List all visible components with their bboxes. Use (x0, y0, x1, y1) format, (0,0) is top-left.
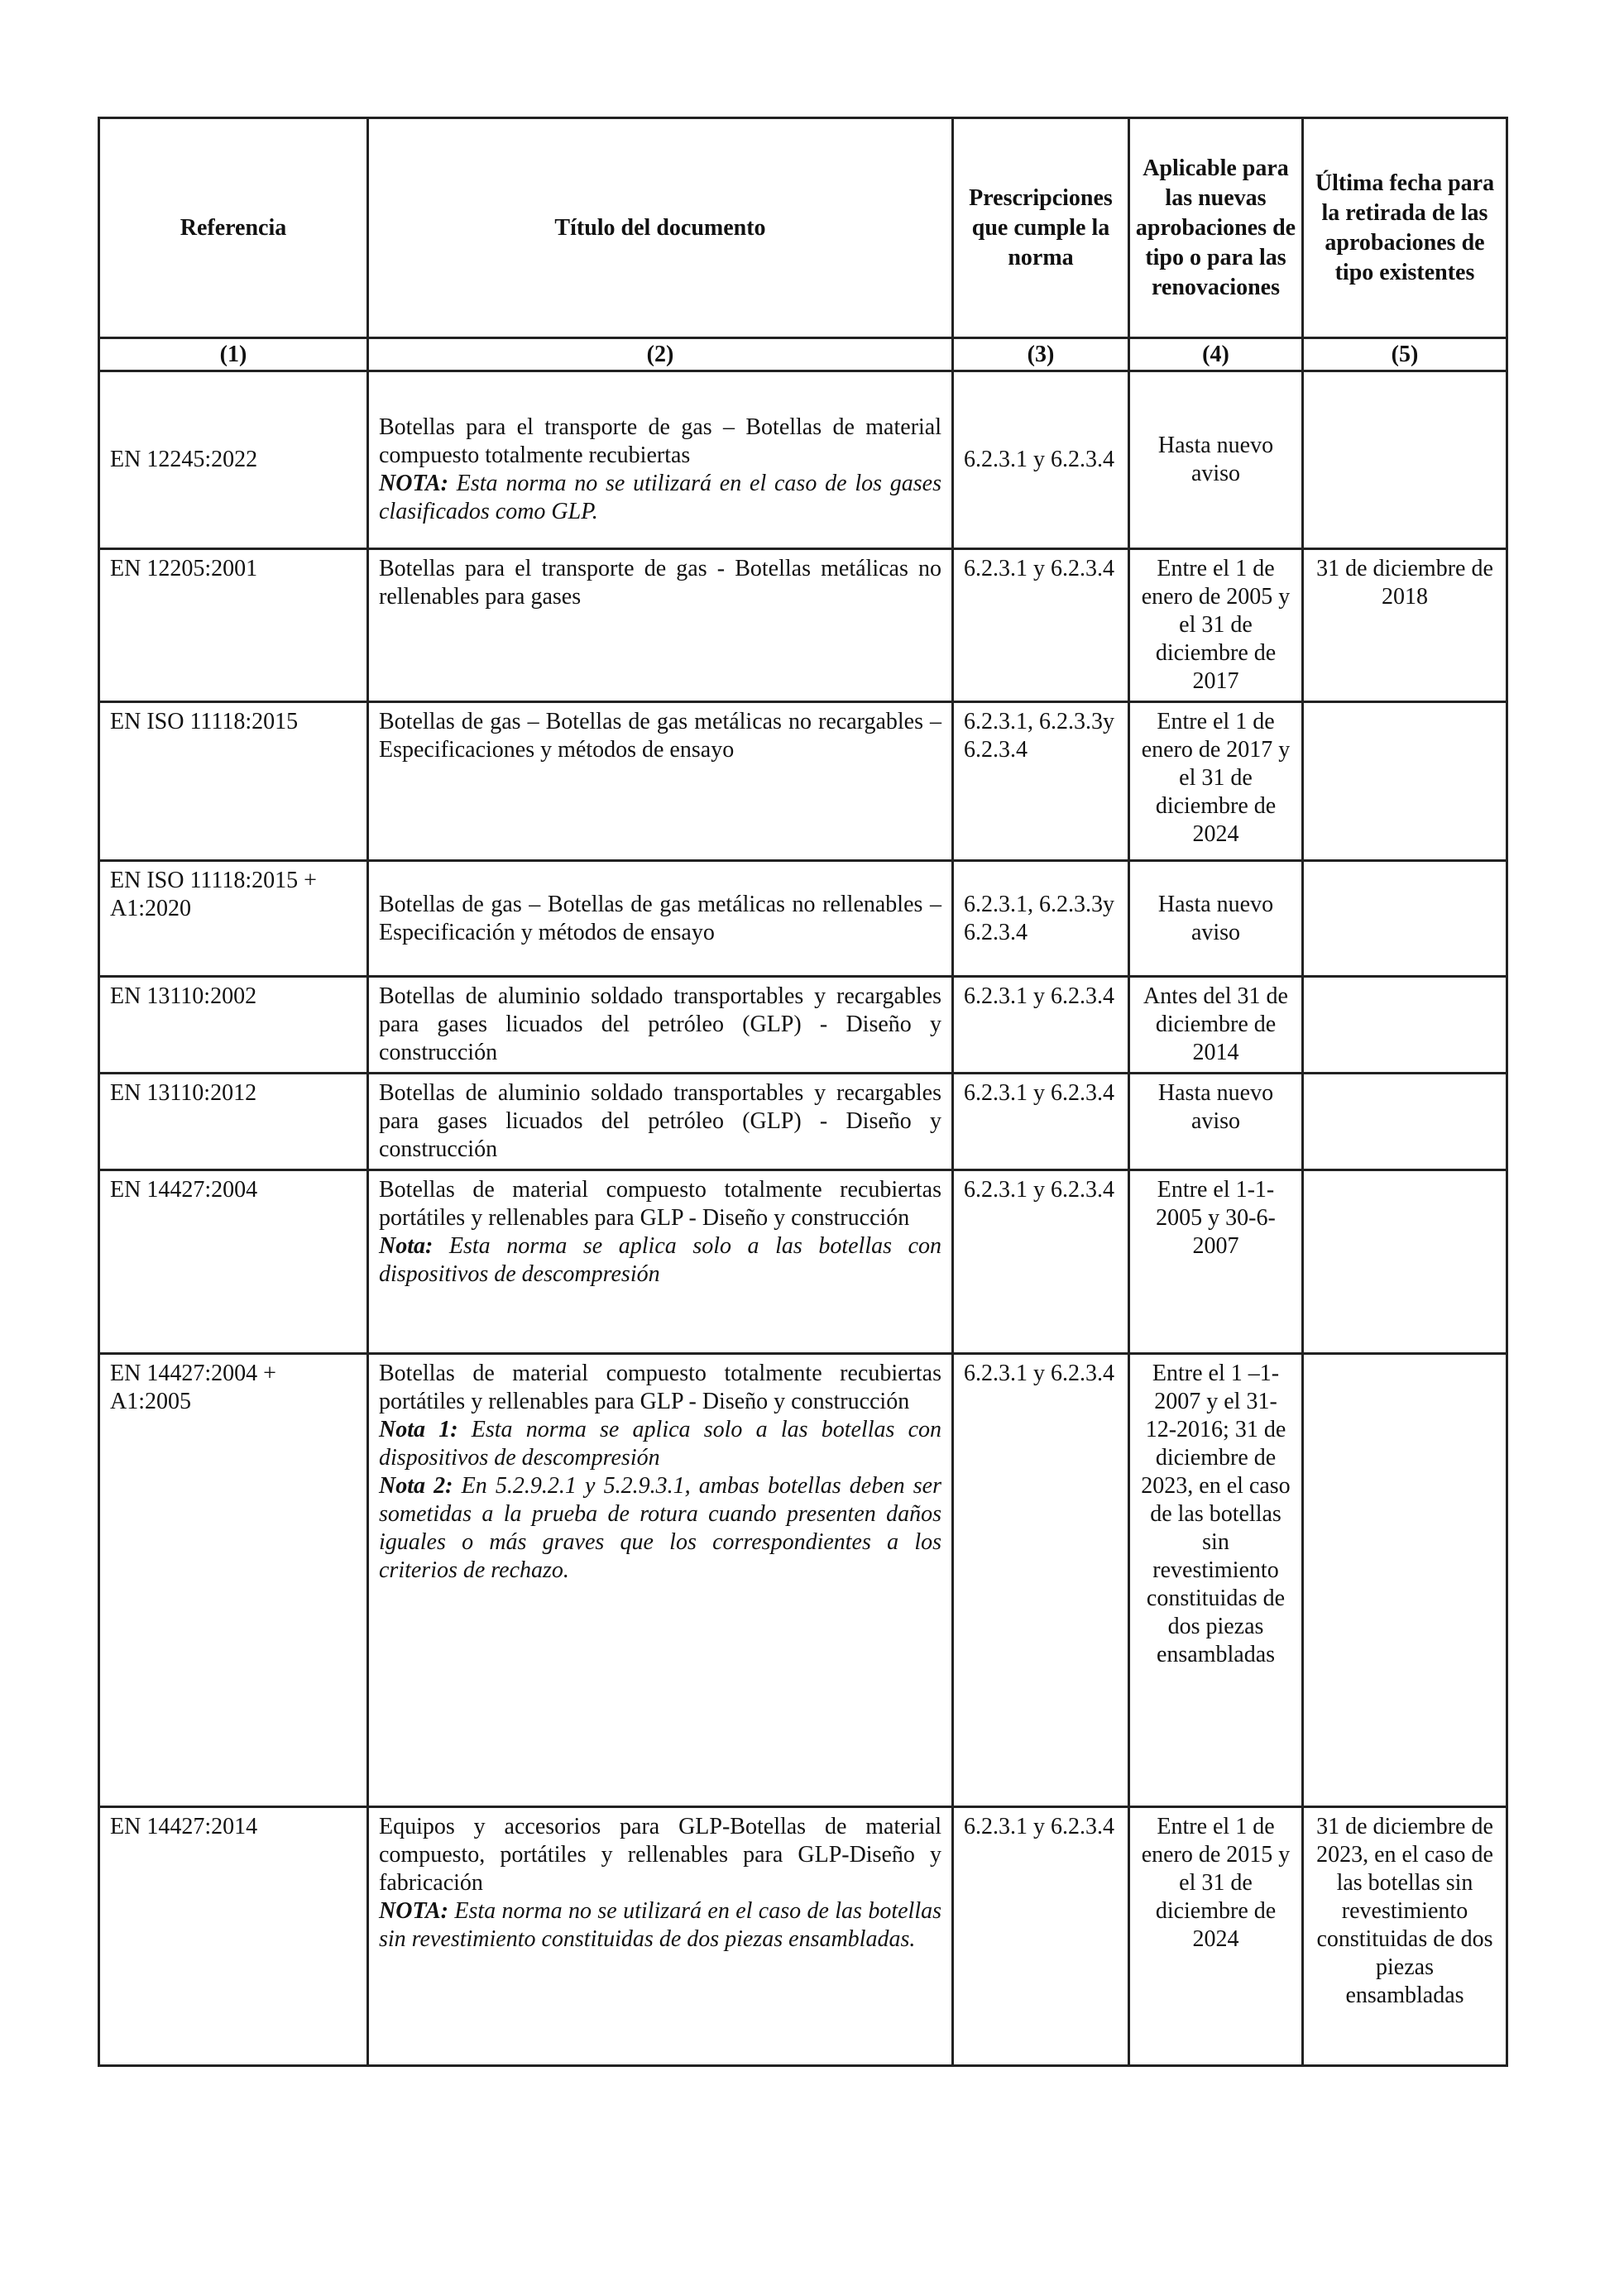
requirements-cell: 6.2.3.1 y 6.2.3.4 (953, 549, 1129, 702)
applicable-cell: Entre el 1 –1-2007 y el 31-12-2016; 31 de diciembre de 2023, en el caso de las botellas sin revestimiento constituidas de dos piezas ensambladas (1129, 1354, 1303, 1807)
table-row (99, 861, 1507, 977)
title-cell (368, 977, 953, 1074)
table-row (99, 371, 1507, 549)
column-number-row (99, 338, 1507, 371)
note-body: Esta norma no se utilizará en el caso de los gases clasificados como GLP. (379, 471, 941, 524)
title-cell (368, 702, 953, 861)
title-text: Botellas de gas – Botellas de gas metálicas no recargables – Especificaciones y métodos de ensayo (379, 709, 941, 763)
column-number: (2) (368, 338, 953, 371)
table-row (99, 1354, 1507, 1807)
header-titulo: Título del documento (368, 118, 953, 338)
requirements-cell: 6.2.3.1, 6.2.3.3y 6.2.3.4 (953, 702, 1129, 861)
header-prescripciones: Prescripciones que cumple la norma (953, 118, 1129, 338)
note-label: Nota 1: (379, 1417, 458, 1442)
title-text: Equipos y accesorios para GLP-Botellas de material compuesto, portátiles y rellenables para GLP-Diseño y fabricación (379, 1814, 941, 1896)
note-text (379, 470, 941, 526)
title-cell (368, 1074, 953, 1170)
requirements-cell: 6.2.3.1 y 6.2.3.4 (953, 1074, 1129, 1170)
title-text: Botellas para el transporte de gas - Botellas metálicas no rellenables para gases (379, 556, 941, 610)
title-cell (368, 1807, 953, 2066)
reference-cell: EN 13110:2012 (99, 1074, 368, 1170)
note-body: Esta norma se aplica solo a las botellas con dispositivos de descompresión (379, 1233, 941, 1287)
title-text: Botellas de aluminio soldado transportables y recargables para gases licuados del petróleo (GLP) - Diseño y construcción (379, 983, 941, 1065)
withdrawal-cell (1303, 1170, 1507, 1354)
requirements-cell: 6.2.3.1 y 6.2.3.4 (953, 1170, 1129, 1354)
note-label: NOTA: (379, 1898, 448, 1924)
reference-cell: EN 12205:2001 (99, 549, 368, 702)
reference-cell: EN 13110:2002 (99, 977, 368, 1074)
note-body: Esta norma no se utilizará en el caso de las botellas sin revestimiento constituidas de dos piezas ensambladas. (379, 1898, 941, 1952)
reference-cell: EN 12245:2022 (99, 371, 368, 549)
applicable-cell: Hasta nuevo aviso (1129, 371, 1303, 549)
table-row (99, 977, 1507, 1074)
standards-table (98, 117, 1508, 2067)
withdrawal-cell (1303, 1354, 1507, 1807)
withdrawal-cell: 31 de diciembre de 2018 (1303, 549, 1507, 702)
requirements-cell: 6.2.3.1 y 6.2.3.4 (953, 977, 1129, 1074)
table-row (99, 1074, 1507, 1170)
withdrawal-cell: 31 de diciembre de 2023, en el caso de las botellas sin revestimiento constituidas de dos piezas ensambladas (1303, 1807, 1507, 2066)
header-referencia: Referencia (99, 118, 368, 338)
applicable-cell: Entre el 1-1-2005 y 30-6-2007 (1129, 1170, 1303, 1354)
note-label: Nota: (379, 1233, 434, 1259)
applicable-cell: Entre el 1 de enero de 2017 y el 31 de diciembre de 2024 (1129, 702, 1303, 861)
column-number: (4) (1129, 338, 1303, 371)
note-text (379, 1472, 941, 1585)
note-label: NOTA: (379, 471, 448, 496)
header-row (99, 118, 1507, 338)
title-text: Botellas de aluminio soldado transportables y recargables para gases licuados del petróleo (GLP) - Diseño y construcción (379, 1080, 941, 1162)
reference-cell: EN 14427:2004 + A1:2005 (99, 1354, 368, 1807)
title-cell (368, 861, 953, 977)
note-text (379, 1897, 941, 1954)
note-body: Esta norma se aplica solo a las botellas con dispositivos de descompresión (379, 1417, 941, 1471)
reference-cell: EN ISO 11118:2015 (99, 702, 368, 861)
reference-cell: EN 14427:2014 (99, 1807, 368, 2066)
note-text (379, 1232, 941, 1289)
withdrawal-cell (1303, 371, 1507, 549)
title-text: Botellas para el transporte de gas – Botellas de material compuesto totalmente recubiertas (379, 414, 941, 468)
note-text (379, 1416, 941, 1472)
title-text: Botellas de material compuesto totalmente recubiertas portátiles y rellenables para GLP - Diseño y construcción (379, 1177, 941, 1231)
note-label: Nota 2: (379, 1473, 453, 1499)
note-body: En 5.2.9.2.1 y 5.2.9.3.1, ambas botellas deben ser sometidas a la prueba de rotura cuando presenten daños iguales o más graves que los correspondientes a los criterios de rechazo. (379, 1473, 941, 1583)
title-cell (368, 549, 953, 702)
column-number: (3) (953, 338, 1129, 371)
requirements-cell: 6.2.3.1 y 6.2.3.4 (953, 371, 1129, 549)
applicable-cell: Entre el 1 de enero de 2015 y el 31 de diciembre de 2024 (1129, 1807, 1303, 2066)
requirements-cell: 6.2.3.1 y 6.2.3.4 (953, 1354, 1129, 1807)
withdrawal-cell (1303, 702, 1507, 861)
withdrawal-cell (1303, 1074, 1507, 1170)
header-aplicable: Aplicable para las nuevas aprobaciones de tipo o para las renovaciones (1129, 118, 1303, 338)
table-row (99, 1807, 1507, 2066)
reference-cell: EN ISO 11118:2015 + A1:2020 (99, 861, 368, 977)
requirements-cell: 6.2.3.1 y 6.2.3.4 (953, 1807, 1129, 2066)
column-number: (1) (99, 338, 368, 371)
applicable-cell: Entre el 1 de enero de 2005 y el 31 de diciembre de 2017 (1129, 549, 1303, 702)
requirements-cell: 6.2.3.1, 6.2.3.3y 6.2.3.4 (953, 861, 1129, 977)
withdrawal-cell (1303, 861, 1507, 977)
table-row (99, 1170, 1507, 1354)
applicable-cell: Antes del 31 de diciembre de 2014 (1129, 977, 1303, 1074)
applicable-cell: Hasta nuevo aviso (1129, 1074, 1303, 1170)
title-text: Botellas de gas – Botellas de gas metálicas no rellenables – Especificación y métodos de ensayo (379, 891, 941, 945)
table-row (99, 549, 1507, 702)
withdrawal-cell (1303, 977, 1507, 1074)
title-cell (368, 1354, 953, 1807)
reference-cell: EN 14427:2004 (99, 1170, 368, 1354)
title-text: Botellas de material compuesto totalmente recubiertas portátiles y rellenables para GLP - Diseño y construcción (379, 1361, 941, 1414)
applicable-cell: Hasta nuevo aviso (1129, 861, 1303, 977)
column-number: (5) (1303, 338, 1507, 371)
title-cell (368, 1170, 953, 1354)
title-cell (368, 371, 953, 549)
header-ultima-fecha: Última fecha para la retirada de las aprobaciones de tipo existentes (1303, 118, 1507, 338)
table-row (99, 702, 1507, 861)
